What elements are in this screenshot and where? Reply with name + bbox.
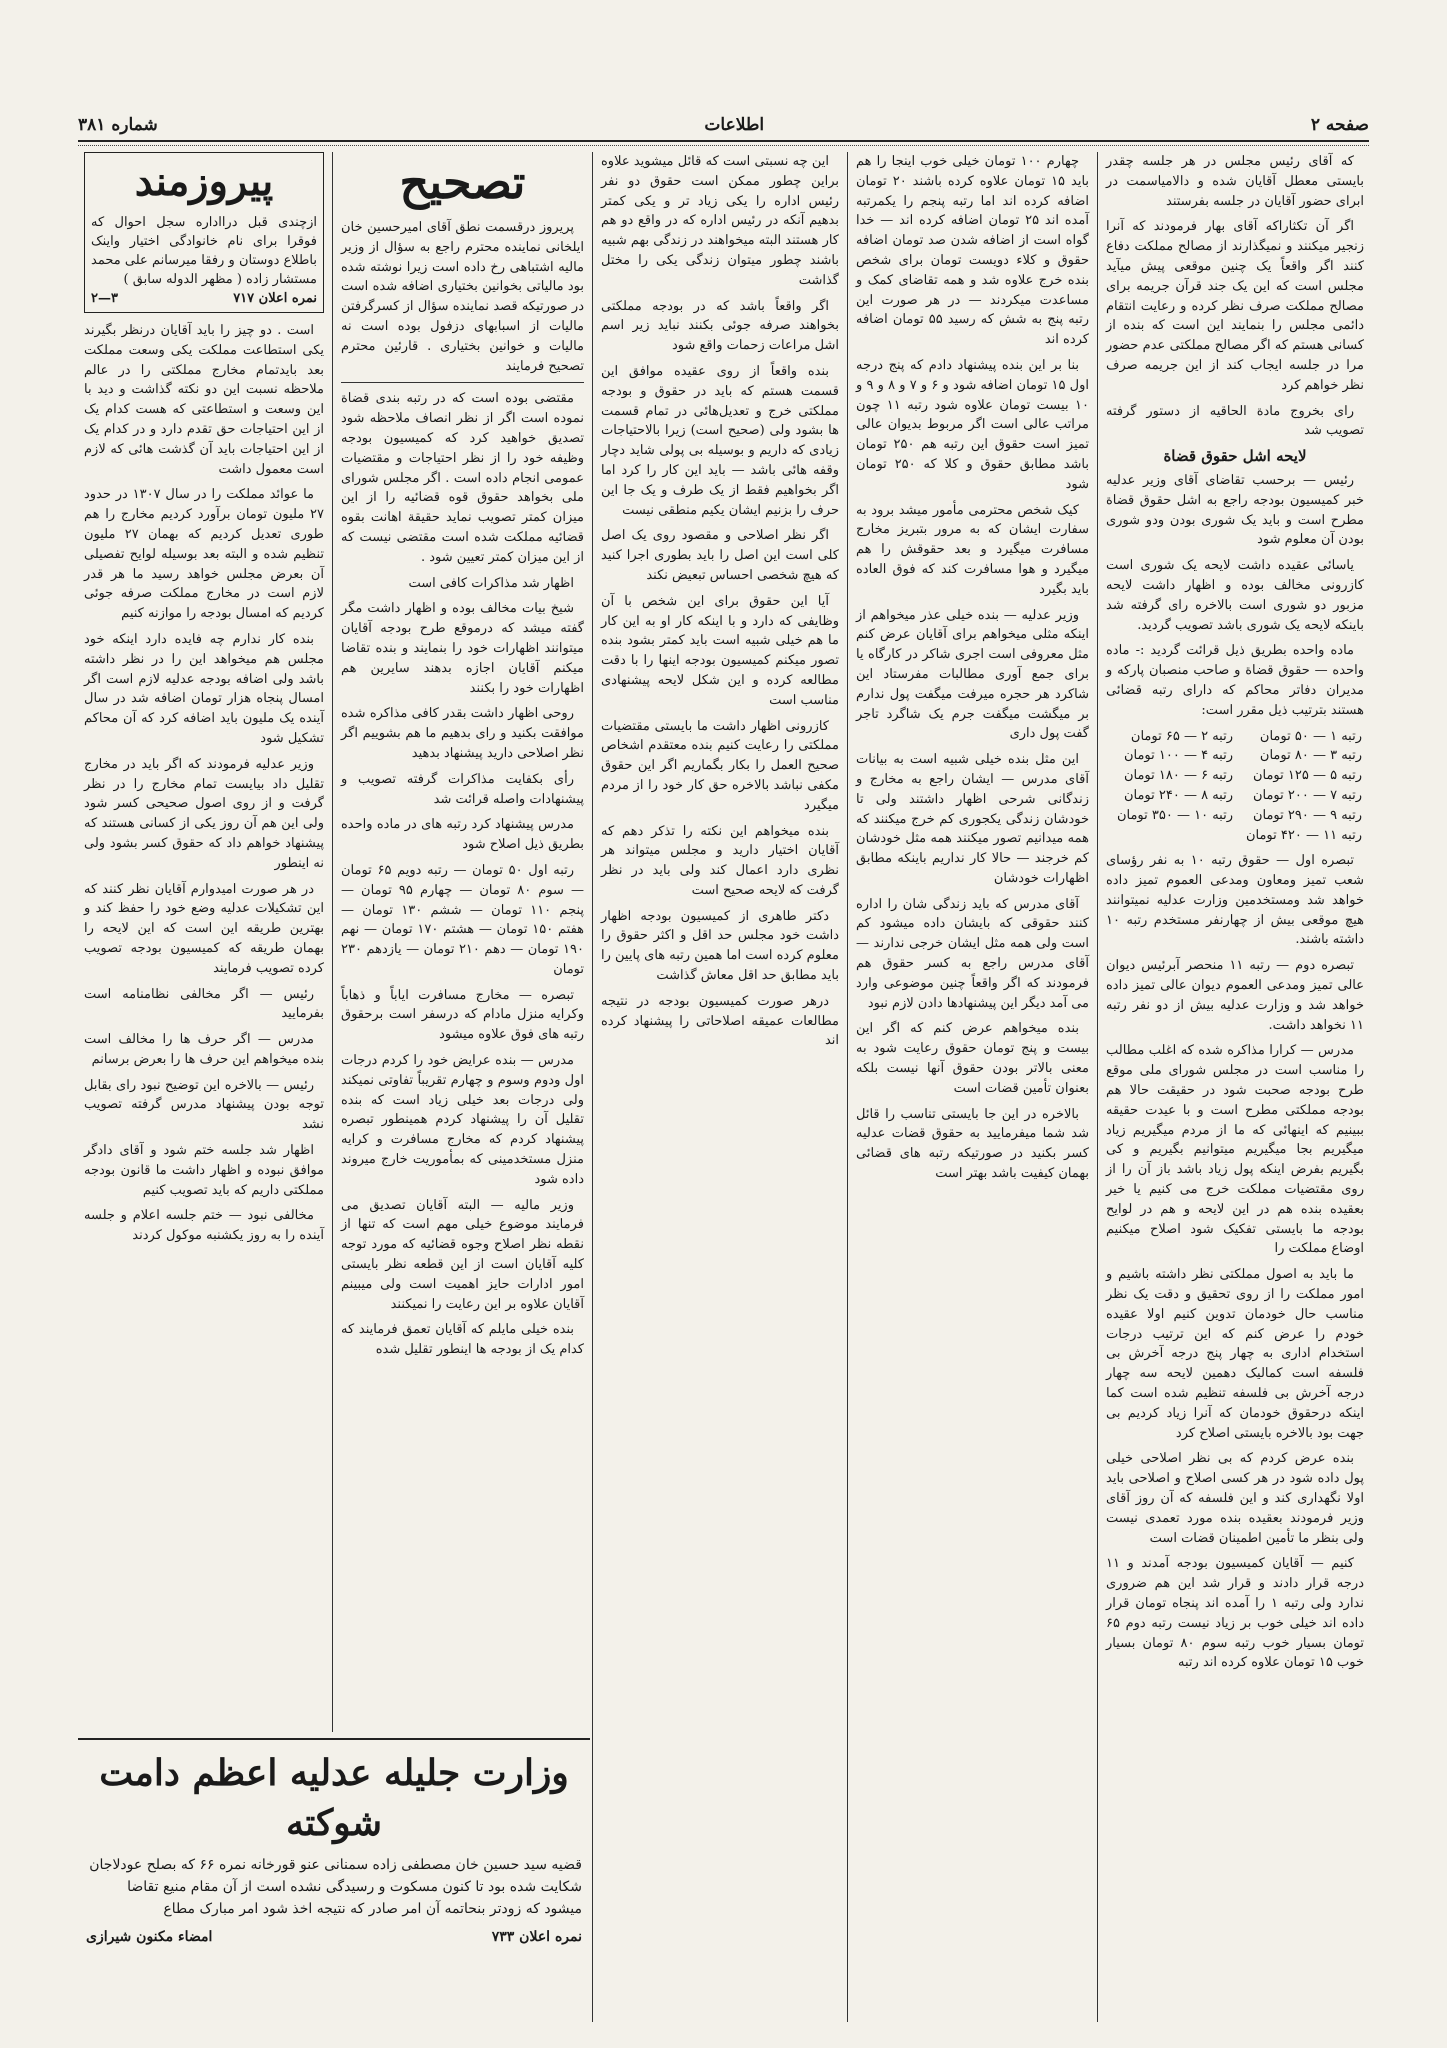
header-rule-dotted (78, 145, 1369, 146)
ministry-announcement-signature: امضاء مکنون شیرازی (86, 1929, 213, 1945)
correction-title: تصحیح (399, 155, 526, 209)
header-rule (78, 140, 1369, 142)
column-5 (78, 152, 330, 1732)
paragraph: بنده کار ندارم چه فایده دارد اینکه خود مجلس هم میخواهد این را در نظر داشته باشد ولی اضافه بودجه عدلیه لازم است اگر امسال پنجاه هزار تومان اضافه شد در سال آینده یک ملیون باید اضافه کرد که آن محاکم تشکیل شود (84, 631, 324, 746)
paragraph: یاسائی عقیده داشت لایحه یک شوری است کازرونی مخالف بوده و اظهار داشت لایحه مزبور دو شوری است بالاخره رای گرفته شد باینکه لایحه یک شوری باشد تصویب گردید. (1106, 558, 1364, 633)
page-number: صفحه ۲ (1310, 115, 1369, 135)
paragraph: تبصره اول — حقوق رتبه ۱۰ به نفر رؤسای شعب تمیز ومعاون ومدعی العموم تمیز داده خواهد شد ومستخدمین وزارت عدلیه نمیتوانند هیچ موقعی بیش از چهارنفر مستخدم رتبه ۱۰ داشته باشند. (1106, 853, 1364, 948)
paragraph: وزیر مالیه — البته آقایان تصدیق می فرمایند موضوع خیلی مهم است که تنها از نقطه نظر اصلاح وجوه قضائیه که مورد توجه کلیه آقایان است از این قطعه نظر بایستی امور ادارات حایز اهمیت است ولی میبینم آقایان علاوه بر این رعایت را نمیکنند (341, 1197, 584, 1312)
table-cell: رتبه ۴ — ۱۰۰ تومان (1123, 748, 1233, 764)
column-divider (332, 152, 333, 1732)
announcement-footer (91, 289, 317, 308)
table-row (1106, 786, 1364, 806)
section-heading-judges-salary: لایحه اشل حقوق قضاة (1163, 447, 1307, 466)
paragraph: این مثل بنده خیلی شبیه است به بیانات آقای مدرس — ایشان راجع به مخارج و زندگانی شرحی اظهار داشتند ولی تا خودشان زندگی یکجوری کم خرج میکنند که همه میدانیم تصور میکنند همه مثل خودشان کم خرجند — حالا کار نداریم باینکه مطابق اظهارات خودشان (856, 752, 1089, 886)
paragraph: ما عوائد مملکت را در سال ۱۳۰۷ در حدود ۲۷ ملیون تومان برآورد کردیم مخارج را هم طوری تعدیل کردیم که بهمان ۲۷ ملیون تنظیم شده و البته بعد بوسیله لوایح تفصیلی آن بعرض مجلس خواهد رسید ما هر قدر لازم است در مخارج مملکت صرفه جوئی کردیم که امسال بودجه را موازنه کنیم (84, 487, 324, 622)
column-4 (335, 152, 590, 1732)
table-cell: رتبه ۱۱ — ۴۲۰ تومان (1245, 827, 1362, 843)
column-divider (1097, 152, 1098, 2022)
paragraph: این چه نسبتی است که قائل میشوید علاوه براین چطور ممکن است حقوق دو نفر رئیس اداره را یکی زیاد تر و یکی کمتر بدهیم آنکه در رئیس اداره که در واقع دو هم کار هستند البته میخواهند در زندگی بهم شبیه باشند چطور میتوان زندگی یکی را مختل گذاشت (601, 154, 839, 288)
paragraph: بنده عرض کردم که بی نظر اصلاحی خیلی پول داده شود در هر کسی اصلاح و اصلاحی باید اولا نگهداری کند و این فلسفه که آن روز آقای وزیر فرمودند بعقیده بنده مورد تعمدی نیست ولی بنظر ما تأمین اطمینان قضات است (1106, 1451, 1364, 1546)
paragraph: روحی اظهار داشت بقدر کافی مذاکره شده موافقت بکنید و رای بدهیم ما هم بشوییم اگر نظر اصلاحی دارید پیشنهاد بدهید (341, 706, 584, 761)
paragraph: ماده واحده بطریق ذیل قرائت گردید :- ماده واحده — حقوق قضاة و صاحب منصبان پارکه و مدیران دفاتر محاکم که دارای رتبه قضائی هستند بترتیب ذیل مقرر است: (1106, 643, 1364, 718)
table-row (1106, 806, 1364, 826)
issue-number: شماره ۳۸۱ (78, 115, 158, 135)
paragraph: پریروز درقسمت نطق آقای امیرحسین خان ایلخانی نماینده محترم راجع به سؤال از وزیر مالیه اشتباهی رخ داده است زیرا نوشته شده بود مالیاتی بخوانین بختیاری اضافه شده است در صورتیکه قصد نماینده سؤال از کسرگرفتن مالیات از اسبابهای دزفول بوده است نه مالیات و خوانین بختیاری . قارئین محترم تصحیح فرمایند (341, 220, 584, 374)
paragraph: که آقای رئیس مجلس در هر جلسه چقدر بایستی معطل آقایان شده و دالامیاسمت در ابرای حضور آقایان در جلسه بفرستند (1106, 154, 1364, 209)
column-divider (592, 152, 593, 2022)
divider (341, 382, 584, 383)
paragraph: کازرونی اظهار داشت ما بایستی مقتضیات مملکتی را رعایت کنیم بنده معتقدم اشخاص صحیح العمل را بکار بگماریم اگر این حقوق مکفی نباشد بالاخره حق کار خود را از مردم میگیرد (601, 718, 839, 813)
paragraph: ما باید به اصول مملکتی نظر داشته باشیم و امور مملکت را از روی تحقیق و دقت یک نظر مناسب حال خودمان تدوین کنیم اولا عقیده خودم را عرض کنم که این ترتیب درجات استخدام اداری به چهار پنج درجه آخرش بی فلسفه است کمالیک دهمین لایحه سه چهار درجه آخرش بی فلسفه تنظیم شده است کما اینکه درحقوق خودمان که آنرا زیاد کردیم بی جهت بود بالاخره بایستی اصلاح کرد (1106, 1267, 1364, 1441)
table-cell: رتبه ۳ — ۸۰ تومان (1259, 748, 1362, 764)
table-row (1106, 746, 1364, 766)
table-cell: رتبه ۹ — ۲۹۰ تومان (1252, 807, 1362, 823)
paragraph: تبصره — مخارج مسافرت ایاباً و ذهاباً وکرایه منزل مادام که درسفر است برحقوق رتبه های فوق علاوه میشود (341, 987, 584, 1043)
announcement-box (84, 152, 324, 313)
table-cell: رتبه ۶ — ۱۸۰ تومان (1123, 768, 1233, 784)
paragraph: کیک شخص محترمی مأمور میشد برود به سفارت ایشان که به مرور بتبریز مخارج مسافرت میگیرد و بعد حقوقش را هم میگیرد و هوا مسافرت کند که فوق العاده باید بگیرد (856, 502, 1089, 597)
paragraph: مخالفی نبود — ختم جلسه اعلام و جلسه آینده را به روز یکشنبه موکول کردند (84, 1208, 324, 1244)
table-cell: رتبه ۸ — ۲۴۰ تومان (1123, 787, 1233, 803)
ministry-announcement (78, 1738, 590, 2018)
table-cell: رتبه ۷ — ۲۰۰ تومان (1252, 787, 1362, 803)
announcement-count: ۳—۲ (91, 291, 118, 306)
paragraph: تبصره دوم — رتبه ۱۱ منحصر آبرئیس دیوان عالی تمیز ومدعی العموم دیوان عالی تمیز داده خواهد شد و وزارت عدلیه بیش از دو نفر رتبه ۱۱ نخواهد داشت. (1106, 958, 1364, 1033)
announcement-number: نمره اعلان ۷۱۷ (233, 291, 317, 306)
paragraph: مدرس — کرارا مذاکره شده که اغلب مطالب را مناسب است در مجلس شورای ملی موقع طرح بودجه صحبت شود در حقیقت حالا هم بودجه مملکتی مطرح است و با عیدت حقیقه ببینیم که اینهائی که ما از مردم میگیریم زیاد میگیریم بجا میگیریم میتوانیم بگیریم و کی بگیریم بفرض اینکه پول زیاد باشد باز آن را از روی مقتضیات مملکت خرج می کنیم یا خیر بعقیده بنده هم در این لایحه و هم در لوایح بودجه ما بایستی تفکیک شود اصلاح میکنیم اوضاع مملکت را (1106, 1043, 1364, 1257)
column-3 (595, 152, 845, 2022)
paragraph: است . دو چیز را باید آقایان درنظر بگیرند یکی استطاعت مملکت یکی وسعت مملکت بعد بایدتمام مخارج مملکتی را در عالم ملاحظه نسبت این دو نکته گذاشت و دید با این وسعت و استطاعتی که هست کدام یک از این احتیاجات حق تقدم دارد و در کدام یک از این احتیاجات باید آن گذشت هائی که لازم است معمول داشت (84, 323, 324, 477)
paragraph: رای بخروج مادة الحاقیه از دستور گرفته تصویب شد (1106, 403, 1364, 439)
table-row (1106, 826, 1364, 846)
column-2 (850, 152, 1095, 2022)
paragraph: رتبه اول ۵۰ تومان — رتبه دویم ۶۵ تومان — سوم ۸۰ تومان — چهارم ۹۵ تومان — پنجم ۱۱۰ تومان — ششم ۱۳۰ تومان — هفتم ۱۵۰ تومان — هشتم ۱۷۰ تومان — نهم ۱۹۰ تومان — دهم ۲۱۰ تومان — یازدهم ۲۳۰ تومان (341, 862, 585, 977)
paragraph: دکتر طاهری از کمیسیون بودجه اظهار داشت خود مجلس حد اقل و اکثر حقوق را معلوم کرده است اما همین رتبه های پایین را باید مطابق حد اقل معاش گذاشت (600, 908, 839, 984)
table-cell: رتبه ۵ — ۱۲۵ تومان (1252, 768, 1362, 784)
paragraph: بالاخره در این جا بایستی تناسب را قائل شد شما میفرمایید به حقوق قضات عدلیه کسر بکنید در صورتیکه رتبه های قضائی بهمان کیفیت باشد بهتر است (856, 1106, 1089, 1182)
announcement-text: ازچندی قبل درااداره سجل احوال که فوقرا برای نام خانوادگی اختیار واینک باطلاع دوستان و رفقا میرسانم علی محمد مستشار زاده ( مظهر الدوله سابق ) (91, 215, 317, 287)
paragraph: وزیر عدلیه فرمودند که اگر باید در مخارج تقلیل داد بیایست تمام مخارج را در نظر گرفت و از روی اصول صحیحی کسر شود ولی این هم آن روز یکی از کسانی هستند که پیشنهاد خواهم داد که حقوق کسر بشود ولی نه اینطور (84, 756, 324, 871)
paragraph: اظهار شد جلسه ختم شود و آقای دادگر موافق نبوده و اظهار داشت ما قانون بودجه مملکتی داریم که باید تصویب کنیم (84, 1143, 324, 1198)
paragraph: بنده میخواهم عرض کنم که اگر این بیست و پنج تومان حقوق رعایت شود به معنی بالاتر بودن حقوق آنها نیست بلکه بعنوان تأمین قضات است (856, 1021, 1089, 1096)
page-header (78, 112, 1369, 138)
paragraph: وزیر عدلیه — بنده خیلی عذر میخواهم از اینکه مثلی میخواهم برای آقایان عرض کنم مثل معروفی است اجری شاکر در کارگاه یا برای جمع آوری مطالبات مفرستاد این شاکرد هر حجره میرفت میگفت پول ندارم بر میگشت میگفت جرم یک شاگرد تاجر گفت پول داری (856, 607, 1089, 742)
paragraph: مدرس پیشنهاد کرد رتبه های در ماده واحده بطریق ذیل اصلاح شود (341, 817, 584, 853)
paper-name: اطلاعات (704, 115, 765, 135)
paragraph: رئیس — بالاخره این توضیح نبود رای بقابل توجه بودن پیشنهاد مدرس گرفته تصویب نشد (84, 1077, 324, 1133)
paragraph: اگر نظر اصلاحی و مقصود روی یک اصل کلی است این اصل را باید بطوری اجرا کنید که هیچ شخصی احساس تبعیض نکند (601, 528, 839, 583)
paragraph: اگر آن تکثاراکه آقای بهار فرمودند که آنرا زنجیر میکنند و نمیگذارند از مصالح مملکت دفاع کنند اگر واقعاً یک چنین موقعی پیش میآید مجلس است که این یک جند قرآن جریمه برای مصالح مملکت صرف نظر کرده و رعایت انتقام دائمی مجلس را بنمایند این است که بنده از کسانی هستم که اگر مصالح مملکتی عدم حضور مرا در جلسه ایجاب کند از این جریمه صرف نظر خواهم کرد (1106, 219, 1364, 393)
paragraph: درهر صورت کمیسیون بودجه در نتیجه مطالعات عمیقه اصلاحاتی را پیشنهاد کرده اند (601, 993, 839, 1049)
table-cell: رتبه ۲ — ۶۵ تومان (1130, 728, 1233, 744)
paragraph: کنیم — آقایان کمیسیون بودجه آمدند و ۱۱ درجه قرار دادند و قرار شد این هم ضروری ندارد ولی رتبه ۱ را آمده اند پنجاه تومان قرار داده اند خیلی خوب بر زیاد نیست رتبه دوم ۶۵ تومان بسیار خوب رتبه سوم ۸۰ تومان بسیار خوب ۱۵ تومان علاوه کرده اند رتبه (1106, 1556, 1365, 1671)
paragraph: بنده میخواهم این نکته را تذکر دهم که آقایان اختیار دارید و مجلس میتواند هر نظری دارد اعمال کند ولی باید در نظر گرفت که لایحه صحیح است (601, 823, 839, 898)
paragraph: بنده واقعاً از روی عقیده موافق این قسمت هستم که باید در حقوق و بودجه مملکتی خرج و تعدیل‌هائی در تمام قسمت ها بشود ولی (صحیح است) زیرا بالاحتیاجات زیادی که داریم و بوسیله بی پولی شاید دچار وقفه هائی باشد — باید این کار را کرد اما اگر بخواهیم فقط از یک طرف و یک جا این حرف را بزنیم ایشان یکیم منطقی نیست (601, 363, 839, 518)
paragraph: بنده خیلی مایلم که آقایان تعمق فرمایند که کدام یک از بودجه ها اینطور تقلیل شده (341, 1322, 584, 1358)
paragraph: اظهار شد مذاکرات کافی است (408, 575, 574, 591)
paragraph: شیخ بیات مخالف بوده و اظهار داشت مگر گفته میشد که درموقع طرح بودجه آقایان میتوانند اظهارات خود را بنمایند و بنده تقاضا میکنم آقایان اجازه بدهند سایرین هم اظهارات خود را بکنند (341, 601, 584, 696)
table-cell: رتبه ۱ — ۵۰ تومان (1259, 728, 1362, 744)
ministry-announcement-title: وزارت جلیله عدلیه اعظم دامت شوکته (99, 1752, 569, 1844)
paragraph: بنا بر این بنده پیشنهاد دادم که پنج درجه اول ۱۵ تومان اضافه شود و ۶ و ۷ و ۸ و ۹ و ۱۰ بیست تومان علاوه شود رتبه ۱۱ چون مراتب عالی است اگر مربوط بدیوان عالی تمیز است حقوق این رتبه هم ۲۵۰ تومان باشد مطابق حقوق و کلا که ۲۵۰ تومان شود (856, 357, 1090, 492)
paragraph: مقتضی بوده است که در رتبه بندی قضاة نموده است اگر از نظر انصاف ملاحظه شود تصدیق خواهید کرد که کمیسیون بودجه وظیفه خود را از نظر احتیاجات و مقتضیات عمومی انجام داده است . اگر مجلس شورای ملی بخواهد حقوق قوه قضائیه را از این میزان کمتر تصویب نماید حقیقة اهانت بقوه قضائیه مملکت شده است مقتضی نیست که از این میزان کمتر تعیین شود . (341, 391, 584, 565)
table-row (1106, 727, 1364, 747)
ministry-announcement-footer (86, 1926, 582, 1948)
paragraph: در هر صورت امیدوارم آقایان نظر کنند که این تشکیلات عدلیه وضع خود را حفظ کند و بهترین طریقه این است که این لایحه را بهمان طریقه که کمیسیون بودجه تصویب کرده تصویب فرمایند (84, 881, 324, 976)
paragraph: رأی بکفایت مذاکرات گرفته تصویب و پیشنهادات واصله قرائت شد (341, 771, 584, 807)
table-cell (1106, 826, 1235, 846)
ministry-announcement-number: نمره اعلان ۷۳۳ (491, 1929, 582, 1945)
rank-salary-table (1106, 727, 1364, 846)
ministry-announcement-text: قضیه سید حسین خان مصطفی زاده سمنانی عنو قورخانه نمره ۶۶ که بصلح عودلاجان شکایت شده بود تا کنون مسکوت و رسیدگی نشده است از آن مقام منیع تقاضا میشود که زودتر بنحاتمه آن امر صادر که نتیجه اخذ شود امر مبارک مطاع (89, 1857, 582, 1917)
column-divider (847, 152, 848, 2022)
paragraph: آقای مدرس که باید زندگی شان را اداره کنند حقوقی که بایشان داده میشود کم است ولی همه مثل ایشان خرجی ندارند — آقای مدرس راجع به کسر حقوق هم فرمودند که اگر واقعاً چنین موضوعی وارد می آمد دیگر این پیشنهادها دادن لازم نبود (856, 896, 1089, 1011)
table-cell: رتبه ۱۰ — ۳۵۰ تومان (1116, 807, 1233, 823)
table-row (1106, 766, 1364, 786)
paragraph: اگر واقعاً باشد که در بودجه مملکتی بخواهند صرفه جوئی بکنند نباید زیر اسم اشل مراعات زحمات واقع شود (601, 298, 839, 354)
paragraph: مدرس — اگر حرف ها را مخالف است بنده میخواهم این حرف ها را بعرض برسانم (84, 1032, 324, 1067)
paragraph: آیا این حقوق برای این شخص با آن وظایفی که دارد و با اینکه کار او به این کار ما هم خیلی شبیه است باید کمتر بشود بنده تصور میکنم کمیسیون بودجه اینها را با دقت مطالعه کرده و این شکل لایحه پیشنهادی مناسب است (601, 593, 839, 708)
column-1 (1100, 152, 1370, 2022)
paragraph: رئیس — برحسب تقاضای آقای وزیر عدلیه خبر کمیسیون بودجه راجع به اشل حقوق قضاة مطرح است و باید یک شوری بودن ودو شوری بودن آن معلوم شود (1106, 472, 1364, 548)
paragraph: مدرس — بنده عرایض خود را کردم درجات اول ودوم وسوم و چهارم تقریباً تفاوتی نمیکند ولی درجات بعد خیلی زیاد است که بنده تقلیل آن را پیشنهاد کردم همینطور تبصره پیشنهاد کردم که مخارج مسافرت و کرایه منزل مستخدمینی که بمأموریت خارج میروند داده شود (341, 1053, 584, 1187)
paragraph: رئیس — اگر مخالفی نظامنامه است بفرمایید (84, 986, 324, 1022)
paragraph: چهارم ۱۰۰ تومان خیلی خوب اینجا را هم باید ۱۵ تومان علاوه کرده باشند ۲۰ تومان اضافه کرده اند اما رتبه پنجم را یکمرتبه آمده اند ۲۵ تومان اضافه کرده اند — خدا گواه است از اضافه شدن صد تومان اضافه حقوق و کلاء دویست تومان برای شخص بنده خرج علاوه شد و همه تقاضای کمک و مساعدت میکردند — در هر صورت این رتبه پنج به شش که رسید ۵۵ تومان اضافه کرده اند (856, 154, 1090, 348)
announcement-title: پیروزمند (134, 158, 274, 205)
